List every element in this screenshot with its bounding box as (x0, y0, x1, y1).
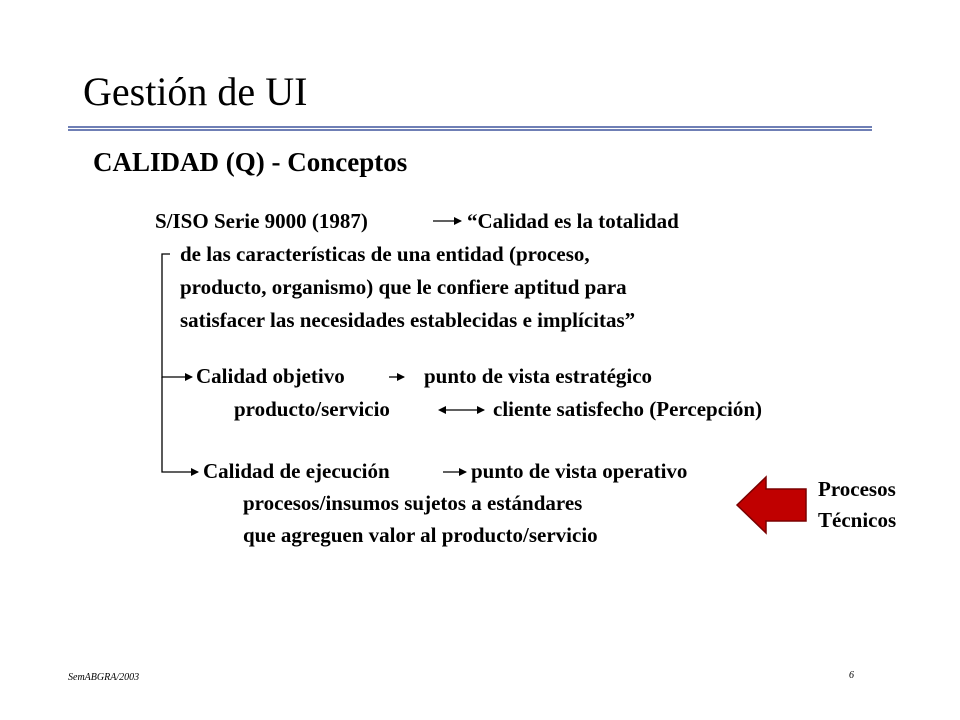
cliente-satisfecho-text: cliente satisfecho (Percepción) (493, 397, 763, 421)
agreguen-valor-text: que agreguen valor al producto/servicio (243, 523, 598, 547)
section-subtitle: CALIDAD (Q) - Conceptos (93, 147, 408, 177)
page-title: Gestión de UI (83, 69, 308, 114)
iso-quote-line-3: producto, organismo) que le confiere aptitud para (180, 275, 627, 299)
calidad-ejecucion-view: punto de vista operativo (471, 459, 688, 483)
calidad-ejecucion-label: Calidad de ejecución (203, 459, 390, 483)
procesos-label: Procesos (818, 477, 896, 501)
bracket-line-lower (162, 377, 198, 472)
bracket-line (162, 254, 192, 377)
iso-quote-line-1: “Calidad es la totalidad (467, 209, 679, 233)
producto-servicio-text: producto/servicio (234, 397, 390, 421)
iso-quote-line-4: satisfacer las necesidades establecidas e implícitas” (180, 308, 636, 332)
iso-source: S/ISO Serie 9000 (1987) (155, 209, 368, 233)
red-block-arrow (737, 477, 806, 533)
calidad-objetivo-label: Calidad objetivo (196, 364, 345, 388)
calidad-objetivo-view: punto de vista estratégico (424, 364, 653, 388)
footer-credit: SemABGRA/2003 (68, 672, 140, 683)
page-number: 6 (849, 670, 854, 681)
iso-quote-line-2: de las características de una entidad (proceso, (180, 242, 590, 266)
tecnicos-label: Técnicos (818, 508, 897, 532)
procesos-insumos-text: procesos/insumos sujetos a estándares (243, 491, 583, 515)
